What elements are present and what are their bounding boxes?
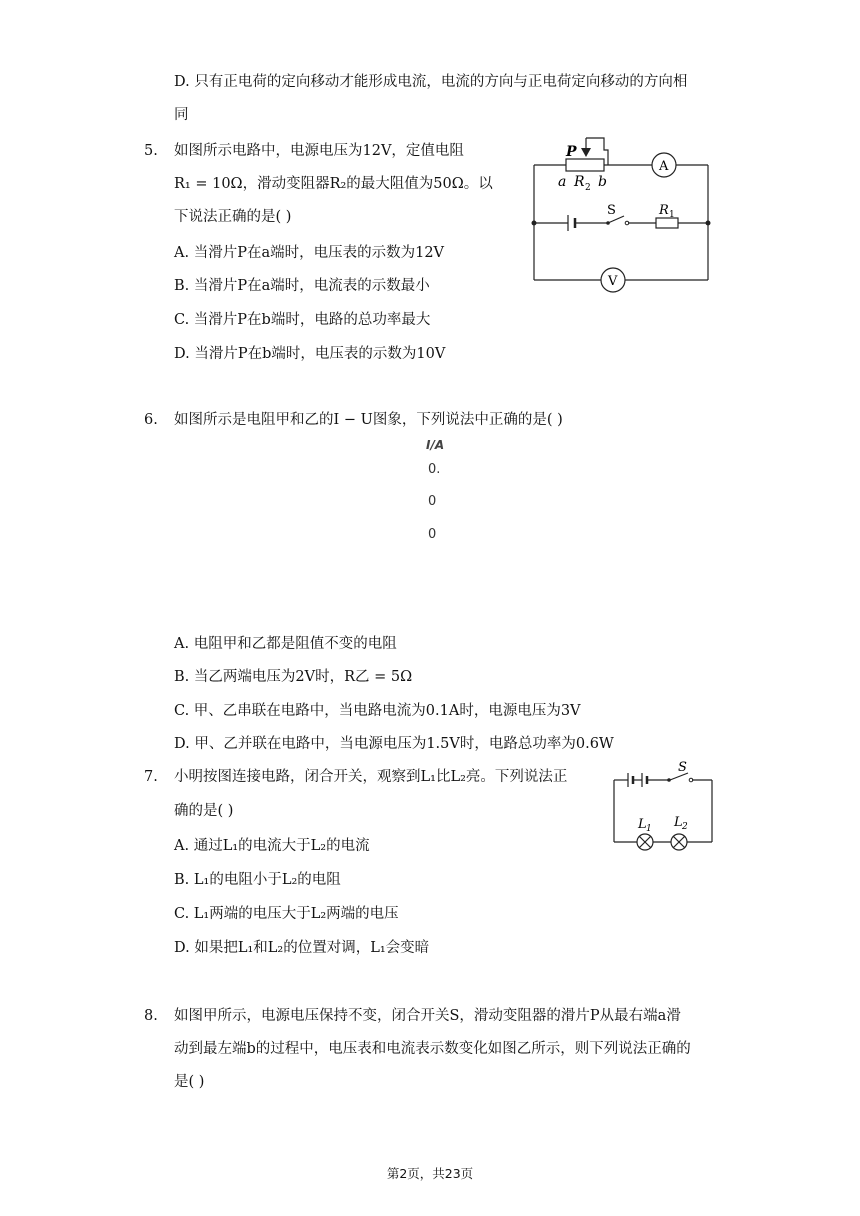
q5-circuit-diagram	[528, 130, 718, 290]
q5-fig-label-r1-sub: 1	[669, 210, 675, 220]
q6-tick-label: 0.	[428, 462, 441, 477]
q5-ammeter-label: A	[659, 159, 669, 174]
q7-stem-line1: 小明按图连接电路，闭合开关，观察到L₁比L₂亮。下列说法正	[174, 769, 568, 785]
q5-voltmeter-label: V	[608, 274, 618, 289]
q7-fig-label-l1: L	[638, 817, 647, 832]
q8-stem-line2: 动到最左端b的过程中，电压表和电流表示数变化如图乙所示，则下列说法正确的	[174, 1041, 691, 1057]
page-footer: 第2页，共23页	[386, 1166, 474, 1181]
q4-option-d-line1: D. 只有正电荷的定向移动才能形成电流，电流的方向与正电荷定向移动的方向相	[174, 74, 688, 90]
q7-fig-label-s: S	[678, 760, 687, 775]
q6-tick-label: 0	[428, 494, 437, 509]
q5-option-c: C. 当滑片P在b端时，电路的总功率最大	[174, 312, 431, 328]
q7-fig-label-l1-sub: 1	[646, 824, 652, 834]
q5-stem-line2: R₁ = 10Ω，滑动变阻器R₂的最大阻值为50Ω。以	[174, 176, 493, 192]
q5-option-b: B. 当滑片P在a端时，电流表的示数最小	[174, 278, 430, 294]
q6-iu-graph	[420, 438, 460, 548]
q7-fig-label-l2: L	[674, 815, 683, 830]
q6-option-c: C. 甲、乙串联在电路中，当电路电流为0.1A时，电源电压为3V	[174, 703, 581, 719]
q5-stem-line3: 下说法正确的是( )	[174, 209, 292, 225]
q7-stem-line2: 确的是( )	[174, 803, 234, 819]
q5-option-d: D. 当滑片P在b端时，电压表的示数为10V	[174, 346, 446, 362]
q6-number: 6.	[144, 412, 158, 428]
q7-option-d: D. 如果把L₁和L₂的位置对调，L₁会变暗	[174, 940, 430, 956]
q6-option-d: D. 甲、乙并联在电路中，当电源电压为1.5V时，电路总功率为0.6W	[174, 736, 614, 752]
q6-tick-label: 0	[428, 527, 437, 542]
q5-fig-label-r1: R	[659, 203, 669, 218]
q7-option-b: B. L₁的电阻小于L₂的电阻	[174, 872, 341, 888]
q6-option-a: A. 电阻甲和乙都是阻值不变的电阻	[174, 636, 397, 652]
q5-fig-label-s: S	[607, 203, 616, 218]
q7-option-a: A. 通过L₁的电流大于L₂的电流	[174, 838, 370, 854]
q5-option-a: A. 当滑片P在a端时，电压表的示数为12V	[174, 245, 445, 261]
q5-fig-label-p: P	[566, 144, 577, 160]
q7-option-c: C. L₁两端的电压大于L₂两端的电压	[174, 906, 399, 922]
q7-fig-label-l2-sub: 2	[682, 822, 688, 832]
q7-circuit-diagram	[608, 758, 718, 858]
q5-number: 5.	[144, 143, 158, 159]
q5-fig-label-r2: R	[574, 174, 585, 190]
q5-fig-label-b: b	[598, 174, 607, 190]
q6-option-b: B. 当乙两端电压为2V时，R乙 = 5Ω	[174, 669, 413, 685]
q6-stem: 如图所示是电阻甲和乙的I − U图象，下列说法中正确的是( )	[174, 412, 563, 428]
q4-option-d-line2: 同	[174, 107, 189, 123]
q5-fig-label-r2-sub: 2	[585, 183, 591, 193]
q8-stem-line1: 如图甲所示，电源电压保持不变，闭合开关S，滑动变阻器的滑片P从最右端a滑	[174, 1008, 681, 1024]
q7-number: 7.	[144, 769, 158, 785]
q8-number: 8.	[144, 1008, 158, 1024]
q8-stem-line3: 是( )	[174, 1074, 205, 1090]
q6-axis-label: I/A	[426, 438, 445, 452]
q5-fig-label-a: a	[558, 174, 567, 190]
q5-stem-line1: 如图所示电路中，电源电压为12V，定值电阻	[174, 143, 464, 159]
